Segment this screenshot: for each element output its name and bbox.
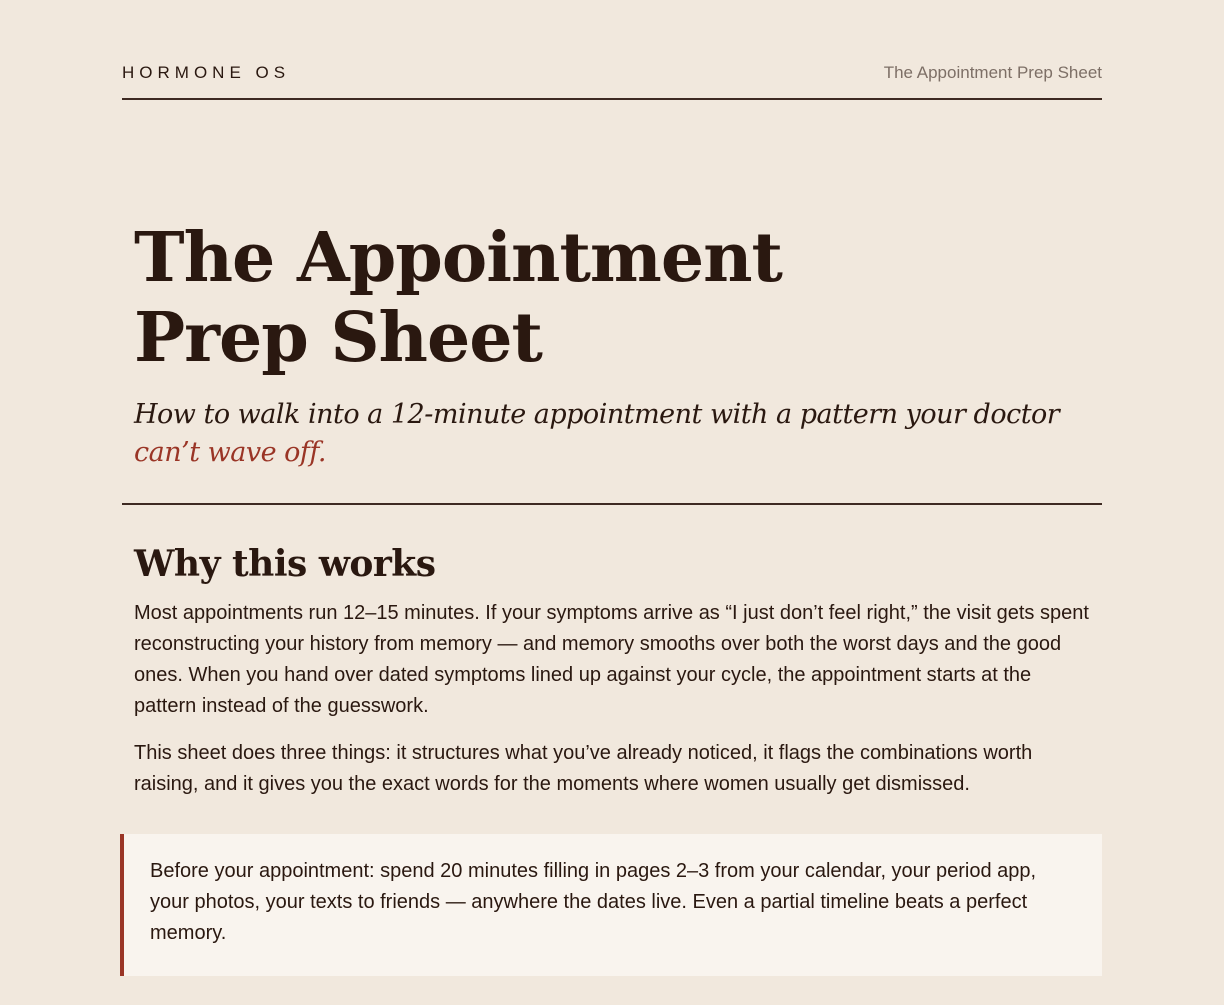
- body-paragraph-2: This sheet does three things: it structures what you’ve already noticed, it flags the combinations worth raising, and it gives you the exact words for the moments where women usually get dismissed.: [134, 742, 1033, 795]
- brand-logo-text: HORMONE OS: [122, 63, 291, 82]
- callout-text: Before your appointment: spend 20 minutes filling in pages 2–3 from your calendar, your period app, your photos, your texts to friends — anywhere the dates live. Even a partial timeline beats a perfect memory.: [150, 860, 1037, 944]
- subtitle-main-text: How to walk into a 12-minute appointment with a pattern your doctor: [134, 399, 1060, 430]
- page-title-line-2: Prep Sheet: [134, 298, 542, 378]
- page-subtitle: [134, 396, 1094, 472]
- section-heading: Why this works: [134, 543, 436, 585]
- page-title: [134, 218, 834, 378]
- callout-box: [120, 834, 1102, 976]
- body-paragraph-1: Most appointments run 12–15 minutes. If your symptoms arrive as “I just don’t feel right,” the visit gets spent reconstructing your history from memory — and memory smooths over both the worst days and the good ones. When you hand over dated symptoms lined up against your cycle, the appointment starts at the pattern instead of the guesswork.: [134, 602, 1089, 717]
- section-divider: [122, 503, 1102, 505]
- page-title-line-1: The Appointment: [134, 218, 782, 298]
- header-document-title: The Appointment Prep Sheet: [883, 63, 1102, 82]
- page-header: [122, 60, 1102, 100]
- subtitle-accent-text: can’t wave off.: [134, 437, 327, 468]
